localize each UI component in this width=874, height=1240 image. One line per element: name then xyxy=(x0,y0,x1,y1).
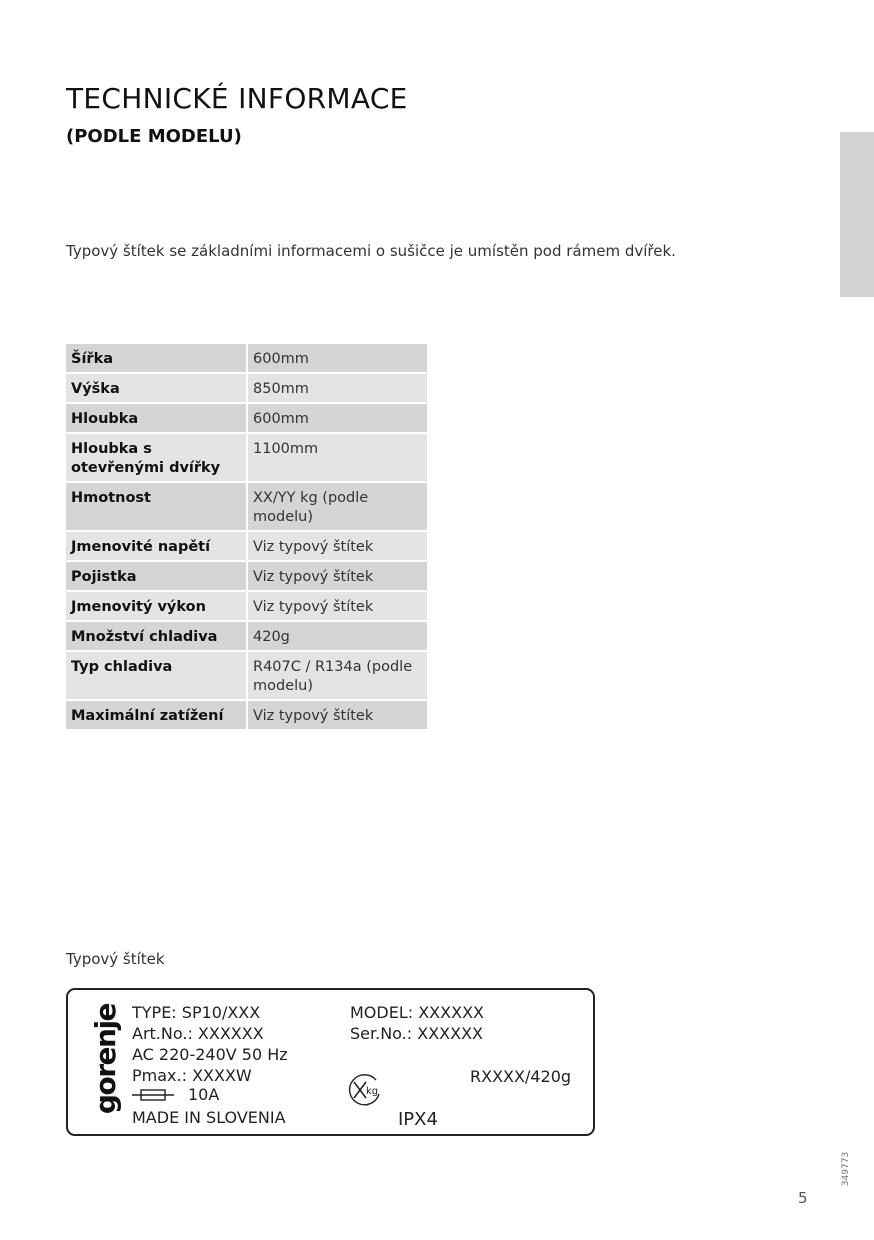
intro-text: Typový štítek se základními informacemi o sušičce je umístěn pod rámem dvířek. xyxy=(66,242,676,260)
spec-label: Hmotnost xyxy=(66,482,247,531)
plate-refrigerant: RXXXX/420g xyxy=(470,1067,572,1086)
spec-label: Typ chladiva xyxy=(66,651,247,700)
table-row xyxy=(66,482,427,531)
spec-value: XX/YY kg (podle modelu) xyxy=(247,482,427,531)
spec-value: 420g xyxy=(247,621,427,651)
spec-label: Hloubka s otevřenými dvířky xyxy=(66,433,247,482)
page-subtitle: (PODLE MODELU) xyxy=(66,126,242,147)
table-row xyxy=(66,344,427,373)
spec-label: Výška xyxy=(66,373,247,403)
specs-table xyxy=(66,344,427,731)
spec-label: Jmenovité napětí xyxy=(66,531,247,561)
spec-value: R407C / R134a (podle modelu) xyxy=(247,651,427,700)
side-tab-marker xyxy=(840,132,874,297)
plate-ip-rating: IPX4 xyxy=(398,1109,438,1130)
max-load-icon xyxy=(346,1073,386,1107)
table-row xyxy=(66,700,427,730)
spec-value: 850mm xyxy=(247,373,427,403)
table-row xyxy=(66,531,427,561)
spec-value: 600mm xyxy=(247,344,427,373)
brand-logo: gorenje xyxy=(89,1003,122,1115)
spec-label: Maximální zatížení xyxy=(66,700,247,730)
table-row xyxy=(66,591,427,621)
spec-value: Viz typový štítek xyxy=(247,700,427,730)
spec-value: Viz typový štítek xyxy=(247,531,427,561)
plate-model: MODEL: XXXXXX xyxy=(350,1003,484,1022)
spec-label: Hloubka xyxy=(66,403,247,433)
table-row xyxy=(66,403,427,433)
rating-plate-caption: Typový štítek xyxy=(66,950,165,968)
table-row xyxy=(66,561,427,591)
plate-voltage: AC 220-240V 50 Hz xyxy=(132,1045,288,1064)
plate-fuse xyxy=(132,1084,219,1105)
spec-label: Pojistka xyxy=(66,561,247,591)
page-number: 5 xyxy=(798,1189,808,1207)
rating-plate xyxy=(66,988,595,1136)
table-row xyxy=(66,373,427,403)
spec-value: Viz typový štítek xyxy=(247,561,427,591)
spec-label: Jmenovitý výkon xyxy=(66,591,247,621)
spec-label: Šířka xyxy=(66,344,247,373)
document-code: 349773 xyxy=(841,1151,851,1187)
plate-fuse-value: 10A xyxy=(188,1085,220,1104)
plate-ser-no: Ser.No.: XXXXXX xyxy=(350,1024,483,1043)
spec-value: 1100mm xyxy=(247,433,427,482)
plate-type: TYPE: SP10/XXX xyxy=(132,1003,261,1022)
table-row xyxy=(66,621,427,651)
plate-made-in: MADE IN SLOVENIA xyxy=(132,1108,286,1127)
table-row xyxy=(66,433,427,482)
spec-label: Množství chladiva xyxy=(66,621,247,651)
plate-pmax: Pmax.: XXXXW xyxy=(132,1066,252,1085)
max-load-unit: kg xyxy=(366,1086,379,1097)
table-row xyxy=(66,651,427,700)
spec-value: 600mm xyxy=(247,403,427,433)
spec-value: Viz typový štítek xyxy=(247,591,427,621)
plate-art-no: Art.No.: XXXXXX xyxy=(132,1024,264,1043)
page-title: TECHNICKÉ INFORMACE xyxy=(66,82,408,115)
fuse-icon xyxy=(132,1087,174,1103)
